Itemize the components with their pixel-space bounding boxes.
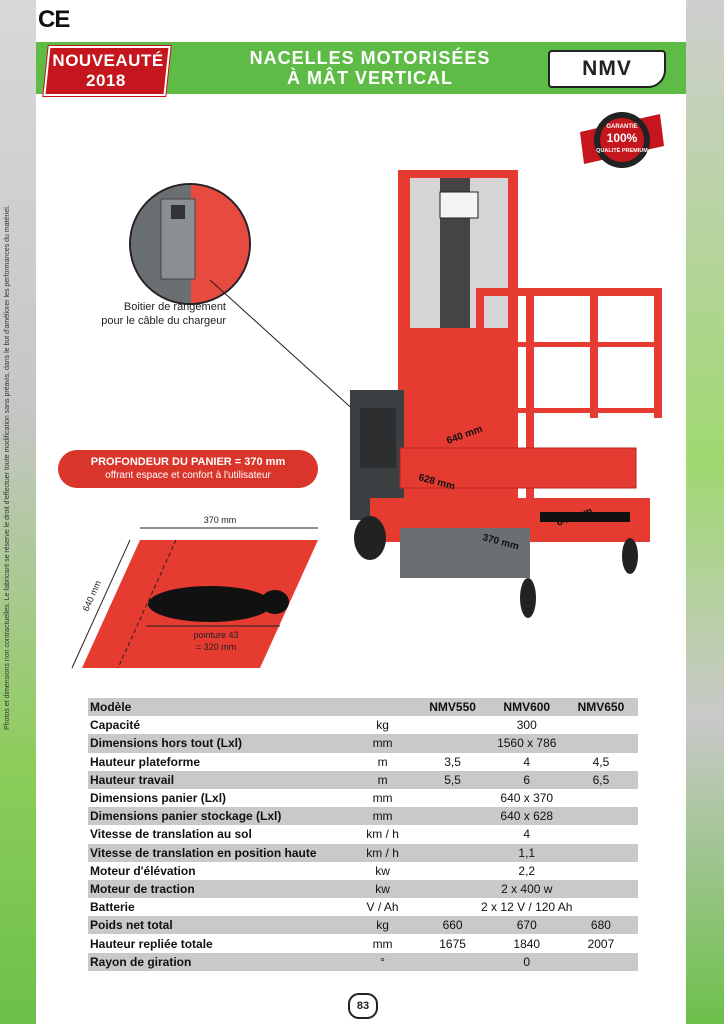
row-label: Batterie xyxy=(90,900,135,915)
row-unit: kw xyxy=(375,881,390,896)
row-unit: m xyxy=(377,754,388,769)
row-value-nmv550: 5,5 xyxy=(444,772,461,787)
guarantee-top: GARANTIE xyxy=(606,124,638,130)
page-number: 83 xyxy=(348,993,378,1019)
shoe-length-label: = 320 mm xyxy=(195,642,237,652)
row-label: Dimensions panier (Lxl) xyxy=(90,791,227,806)
row-value: 2,2 xyxy=(518,863,536,878)
table-row xyxy=(88,789,638,807)
row-unit: km / h xyxy=(366,827,399,842)
guarantee-mid: 100% xyxy=(606,131,638,145)
row-label: Dimensions hors tout (Lxl) xyxy=(90,736,243,751)
table-row xyxy=(88,862,638,880)
row-value: 640 x 370 xyxy=(500,791,554,806)
header-nmv600: NMV600 xyxy=(503,700,551,715)
table-row xyxy=(88,880,638,898)
table-row xyxy=(88,934,638,952)
row-unit: mm xyxy=(372,736,393,751)
row-value-nmv550: 1675 xyxy=(439,936,466,951)
row-value: 4 xyxy=(523,827,531,842)
table-row xyxy=(88,953,638,971)
row-value-nmv600: 6 xyxy=(523,772,531,787)
table-header-row xyxy=(88,698,638,716)
row-unit: km / h xyxy=(366,845,399,860)
spec-table xyxy=(88,698,638,971)
ce-mark: CE xyxy=(38,6,70,33)
model-code: NMV xyxy=(582,57,632,80)
row-value-nmv650: 680 xyxy=(590,918,611,933)
row-value: 300 xyxy=(516,718,537,733)
header-model-label: Modèle xyxy=(90,700,132,715)
table-row xyxy=(88,898,638,916)
lift-machine-illustration xyxy=(340,168,670,628)
row-value-nmv600: 4 xyxy=(523,754,531,769)
table-row xyxy=(88,825,638,843)
row-unit: kg xyxy=(376,918,389,933)
depth-subtitle: offrant espace et confort à l'utilisateur xyxy=(105,470,271,481)
row-value-nmv650: 4,5 xyxy=(592,754,610,769)
row-unit: ° xyxy=(380,954,385,969)
row-value: 0 xyxy=(523,954,531,969)
shoe-size-label: pointure 43 xyxy=(193,630,239,640)
foot-length-label: 640 mm xyxy=(80,579,104,613)
machine-dim-3: 640 mm xyxy=(555,505,595,529)
badge-line1: NOUVEAUTÉ xyxy=(52,51,164,70)
table-row xyxy=(88,716,638,734)
row-value: 2 x 12 V / 120 Ah xyxy=(481,900,573,915)
badge-line2: 2018 xyxy=(86,71,126,90)
row-label: Capacité xyxy=(90,718,141,733)
row-label: Vitesse de translation au sol xyxy=(90,827,252,842)
machine-dim-2: 628 mm xyxy=(417,472,457,493)
row-label: Moteur de traction xyxy=(90,881,195,896)
row-unit: kw xyxy=(375,863,390,878)
header-nmv650: NMV650 xyxy=(577,700,625,715)
row-label: Hauteur repliée totale xyxy=(90,936,213,951)
row-value-nmv550: 660 xyxy=(442,918,463,933)
callout-line2: pour le câble du chargeur xyxy=(101,315,226,327)
row-unit: kg xyxy=(376,718,389,733)
table-row xyxy=(88,807,638,825)
table-row xyxy=(88,734,638,752)
row-unit: m xyxy=(377,772,388,787)
row-value-nmv550: 3,5 xyxy=(444,754,461,769)
row-value-nmv650: 6,5 xyxy=(592,772,610,787)
foot-diagram xyxy=(70,510,330,690)
row-unit: mm xyxy=(372,936,393,951)
row-label: Rayon de giration xyxy=(90,954,192,969)
row-label: Vitesse de translation en position haute xyxy=(90,845,317,860)
callout-label xyxy=(86,300,226,328)
machine-dim-4: 370 mm xyxy=(481,532,521,553)
row-label: Dimensions panier stockage (Lxl) xyxy=(90,809,282,824)
row-value-nmv600: 670 xyxy=(516,918,537,933)
table-row xyxy=(88,753,638,771)
row-unit: mm xyxy=(372,791,393,806)
table-row xyxy=(88,916,638,934)
row-label: Poids net total xyxy=(90,918,173,933)
foot-width-label: 370 mm xyxy=(203,515,237,525)
table-row xyxy=(88,844,638,862)
side-disclaimer: Photos et dimensions non contractuelles. Le fabricant se réserve le droit d'effectuer toute modification sans préavis, dans le but d'améliorer les performances du matériel. xyxy=(4,205,11,730)
row-label: Hauteur travail xyxy=(90,772,175,787)
title-line2: À MÂT VERTICAL xyxy=(287,68,453,88)
row-label: Hauteur plateforme xyxy=(90,754,201,769)
header-unit xyxy=(350,698,416,716)
row-unit: V / Ah xyxy=(366,900,399,915)
depth-banner xyxy=(58,450,318,488)
row-value: 640 x 628 xyxy=(500,809,554,824)
row-value: 2 x 400 w xyxy=(501,881,553,896)
callout-line1: Boitier de rangement xyxy=(123,301,226,313)
table-row xyxy=(88,771,638,789)
guarantee-bottom: QUALITÉ PREMIUM xyxy=(596,148,648,154)
row-value-nmv650: 2007 xyxy=(587,936,615,951)
row-value: 1,1 xyxy=(518,845,536,860)
row-label: Moteur d'élévation xyxy=(90,863,196,878)
header-nmv550: NMV550 xyxy=(429,700,476,715)
row-value-nmv600: 1840 xyxy=(513,936,541,951)
depth-title: PROFONDEUR DU PANIER = 370 mm xyxy=(90,456,286,468)
row-unit: mm xyxy=(372,809,393,824)
row-value: 1560 x 786 xyxy=(497,736,557,751)
machine-dim-1: 640 mm xyxy=(445,423,485,447)
title-line1: NACELLES MOTORISÉES xyxy=(249,48,491,68)
